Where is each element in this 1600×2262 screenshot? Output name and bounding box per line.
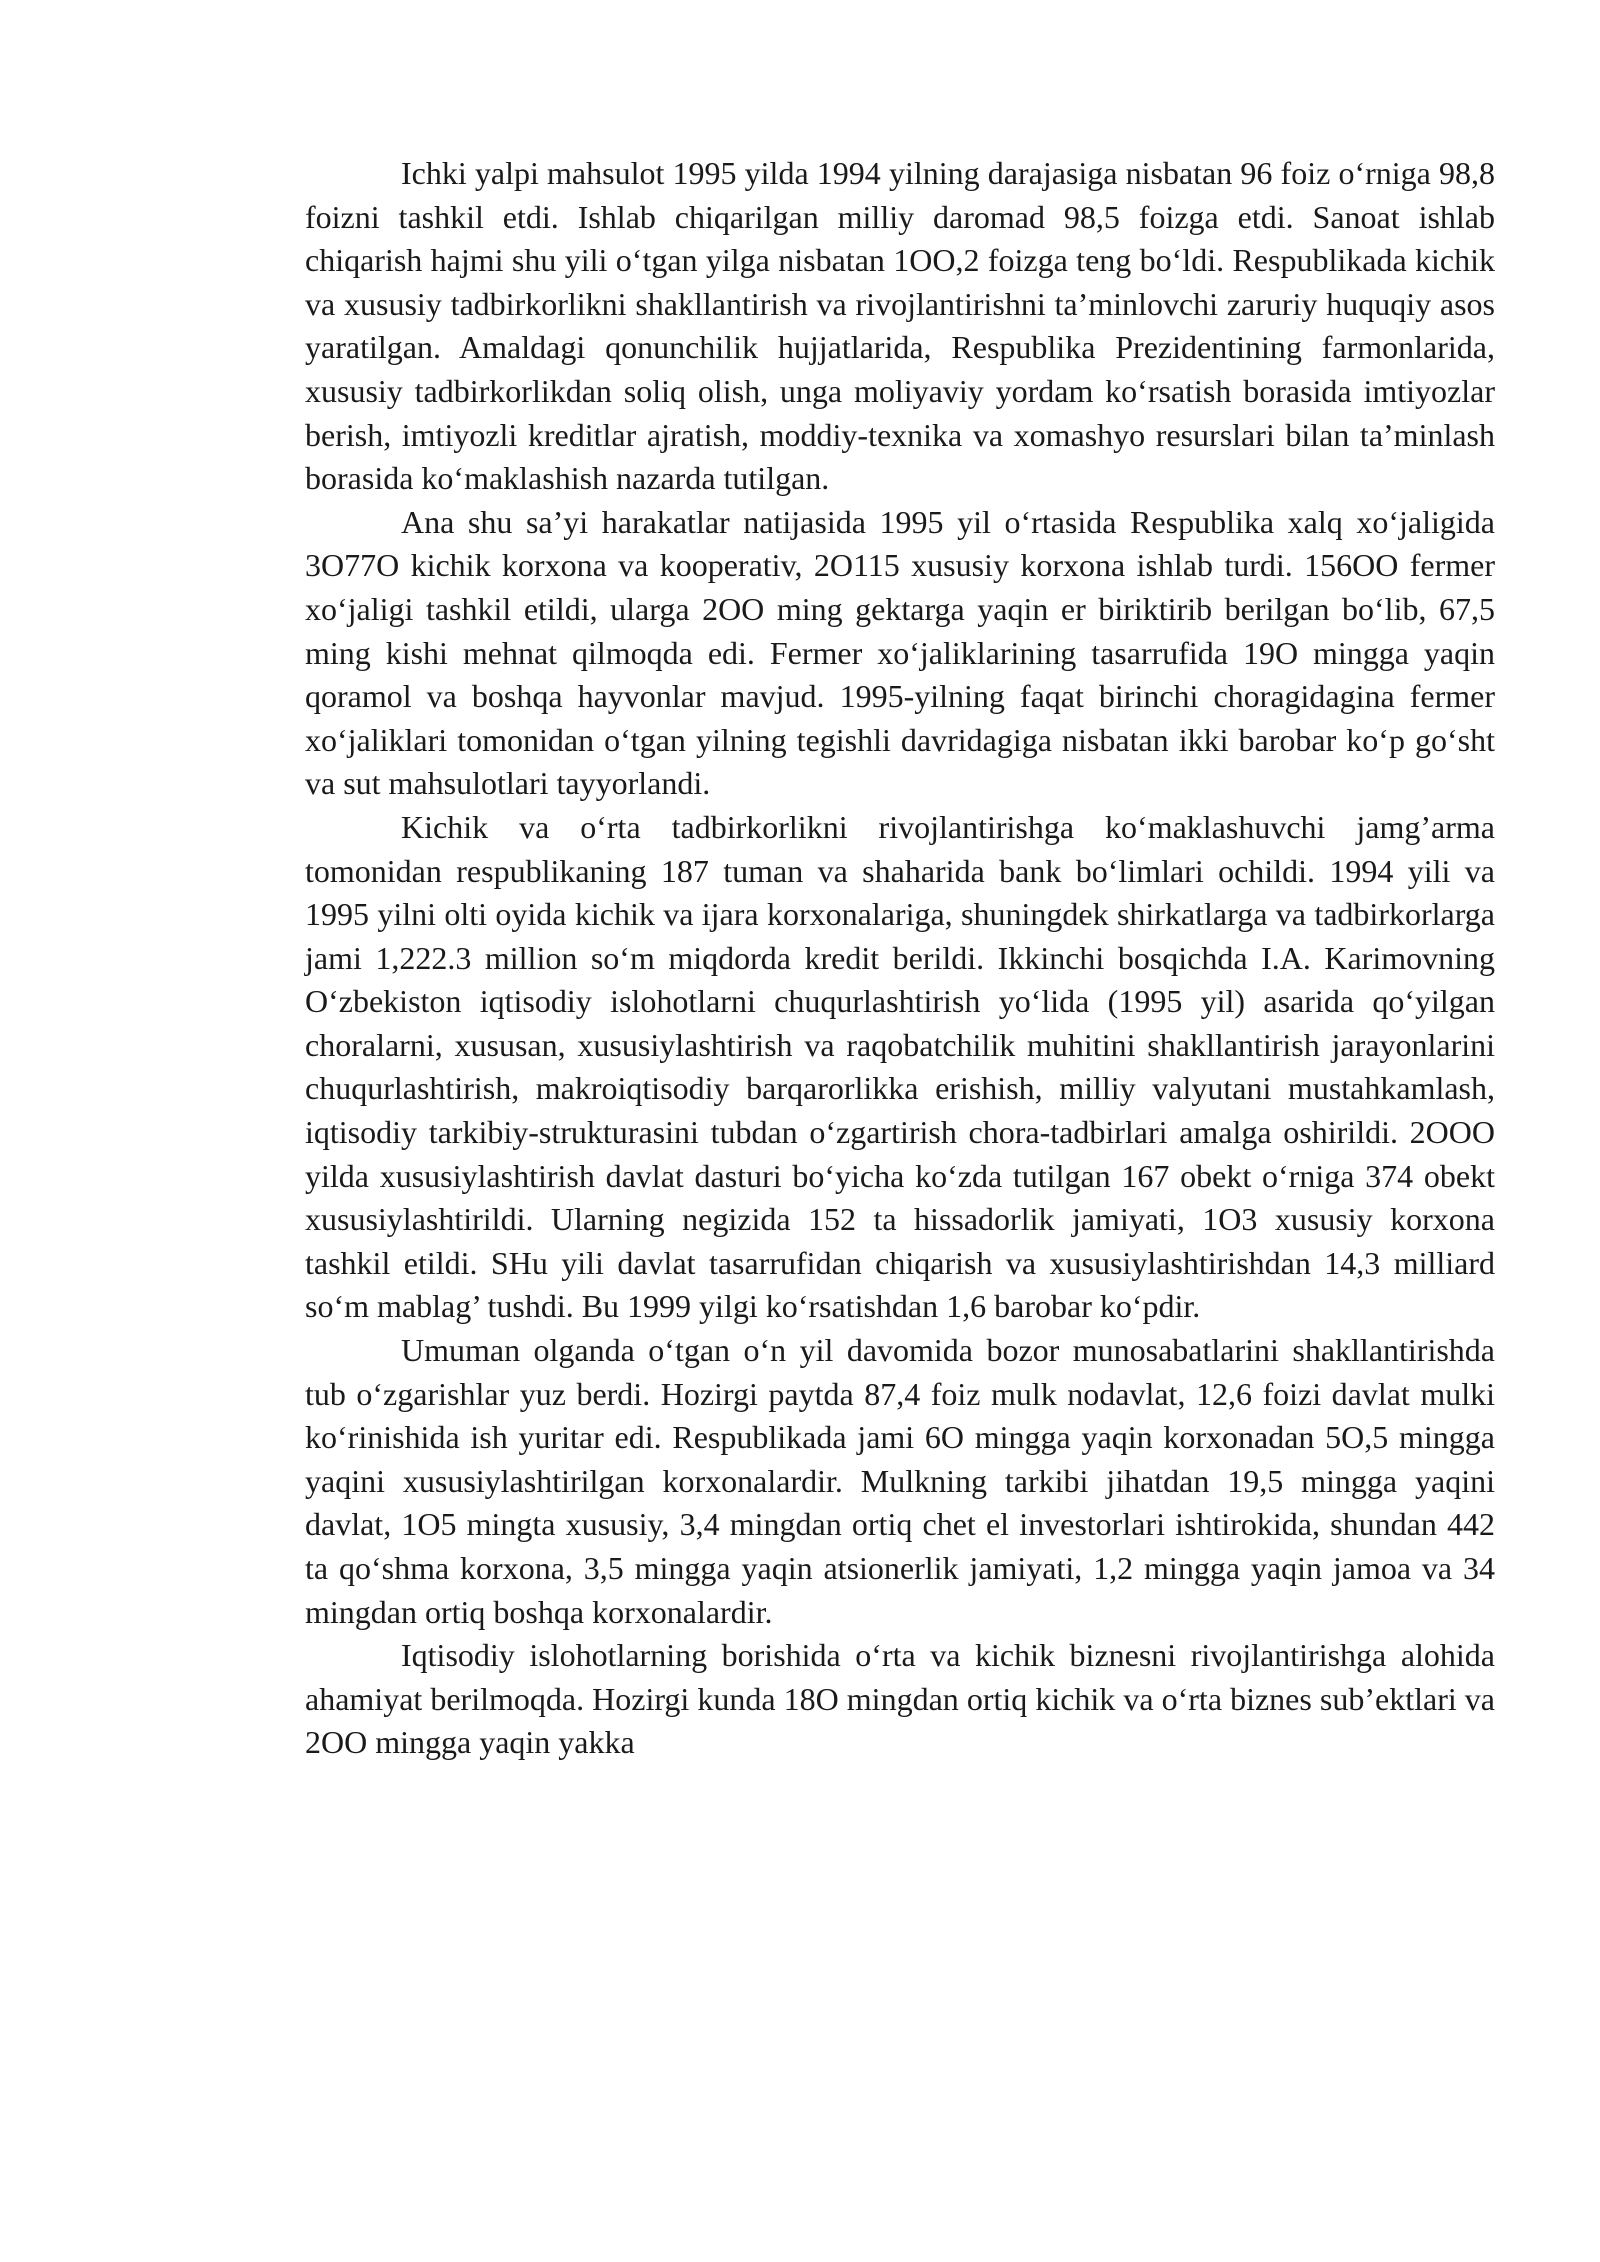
paragraph-2: Ana shu sa’yi harakatlar natijasida 1995 yil o‘rtasida Respublika xalq xo‘jaligida 3O77O kichik korxona va kooperativ, 2O115 xususiy korxona ishlab turdi. 156OO fermer xo‘jaligi tashkil etildi, ularga 2OO ming gektarga yaqin er biriktirib berilgan bo‘lib, 67,5 ming kishi mehnat qilmoqda edi. Fermer xo‘jaliklarining tasarrufida 19O mingga yaqin qoramol va boshqa hayvonlar mavjud. 1995-yilning faqat birinchi choragidagina fermer xo‘jaliklari tomonidan o‘tgan yilning tegishli davridagiga nisbatan ikki barobar ko‘p go‘sht va sut mahsulotlari tayyorlandi. (305, 503, 1495, 802)
paragraph-1: Ichki yalpi mahsulot 1995 yilda 1994 yilning darajasiga nisbatan 96 foiz o‘rniga 98,8 foizni tashkil etdi. Ishlab chiqarilgan milliy daromad 98,5 foizga etdi. Sanoat ishlab chiqarish hajmi shu yili o‘tgan yilga nisbatan 1OO,2 foizga teng bo‘ldi. Respublikada kichik va xususiy tadbirkorlikni shakllantirish va rivojlantirishni ta’minlovchi zaruriy huquqiy asos yaratilgan. Amaldagi qonunchilik hujjatlarida, Respublika Prezidentining farmonlarida, xususiy tadbirkorlikdan soliq olish, unga moliyaviy yordam ko‘rsatish borasida imtiyozlar berish, imtiyozli kreditlar ajratish, moddiy-texnika va xomashyo resurslari bilan ta’minlash borasida ko‘maklashish nazarda tutilgan. (305, 155, 1495, 497)
document-page (305, 152, 1495, 1765)
paragraph-4: Umuman olganda o‘tgan o‘n yil davomida bozor munosabatlarini shakllantirishda tub o‘zgarishlar yuz berdi. Hozirgi paytda 87,4 foiz mulk nodavlat, 12,6 foizi davlat mulki ko‘rinishida ish yuritar edi. Respublikada jami 6O mingga yaqin korxonadan 5O,5 mingga yaqini xususiylashtirilgan korxonalardir. Mulkning tarkibi jihatdan 19,5 mingga yaqini davlat, 1O5 mingta xususiy, 3,4 mingdan ortiq chet el investorlari ishtirokida, shundan 442 ta qo‘shma korxona, 3,5 mingga yaqin atsionerlik jamiyati, 1,2 mingga yaqin jamoa va 34 mingdan ortiq boshqa korxonalardir. (305, 1332, 1495, 1630)
paragraph-5: Iqtisodiy islohotlarning borishida o‘rta va kichik biznesni rivojlantirishga alohida ahamiyat berilmoqda. Hozirgi kunda 18O mingdan ortiq kichik va o‘rta biznes sub’ektlari va 2OO mingga yaqin yakka (305, 1637, 1495, 1761)
paragraph-3: Kichik va o‘rta tadbirkorlikni rivojlantirishga ko‘maklashuvchi jamg’arma tomonidan respublikaning 187 tuman va shaharida bank bo‘limlari ochildi. 1994 yili va 1995 yilni olti oyida kichik va ijara korxonalariga, shuningdek shirkatlarga va tadbirkorlarga jami 1,222.3 million so‘m miqdorda kredit berildi. Ikkinchi bosqichda I.A. Karimovning O‘zbekiston iqtisodiy islohotlarni chuqurlashtirish yo‘lida (1995 yil) asarida qo‘yilgan choralarni, xususan, xususiylashtirish va raqobatchilik muhitini shakllantirish jarayonlarini chuqurlashtirish, makroiqtisodiy barqarorlikka erishish, milliy valyutani mustahkamlash, iqtisodiy tarkibiy-strukturasini tubdan o‘zgartirish chora-tadbirlari amalga oshirildi. 2OOO yilda xususiylashtirish davlat dasturi bo‘yicha ko‘zda tutilgan 167 obekt o‘rniga 374 obekt xususiylashtirildi. Ularning negizida 152 ta hissadorlik jamiyati, 1O3 xususiy korxona tashkil etildi. SHu yili davlat tasarrufidan chiqarish va xususiylashtirishdan 14,3 milliard so‘m mablag’ tushdi. Bu 1999 yilgi ko‘rsatishdan 1,6 barobar ko‘pdir. (305, 808, 1495, 1325)
